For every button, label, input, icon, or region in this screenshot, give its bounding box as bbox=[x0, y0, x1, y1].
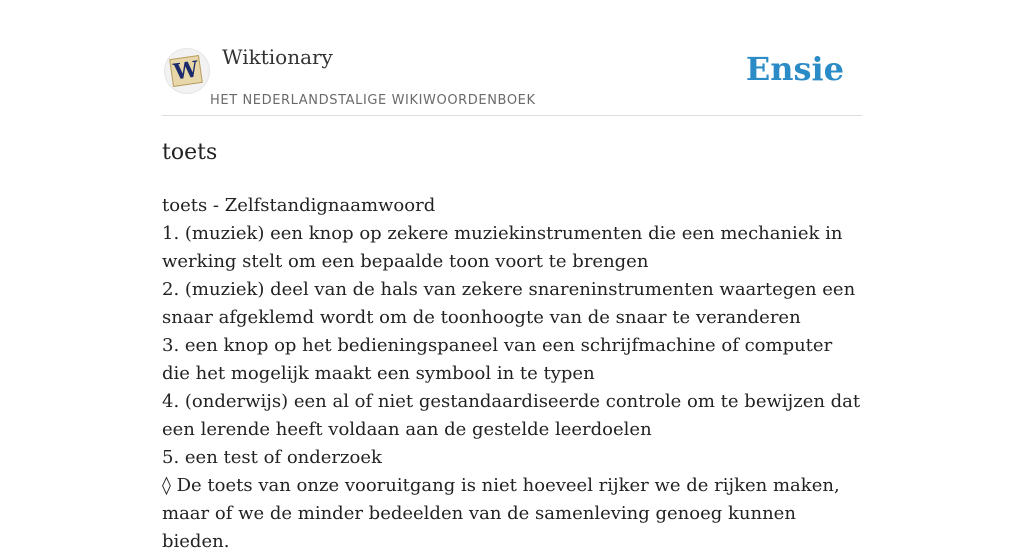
example-quote: ◊ De toets van onze vooruitgang is niet hoeveel rijker we de rijken maken, maar of we de minder bedeelden van de samenleving genoeg kunnen bieden. bbox=[162, 475, 840, 552]
logo-tile-icon bbox=[169, 55, 203, 87]
definition-item: 5. een test of onderzoek bbox=[162, 447, 382, 468]
part-of-speech: toets - Zelfstandignaamwoord bbox=[162, 195, 436, 216]
brand-logo[interactable]: Ensie bbox=[745, 50, 844, 88]
entry-content bbox=[162, 192, 862, 556]
definition-item: 1. (muziek) een knop op zekere muziekinstrumenten die een mechaniek in werking stelt om een bepaalde toon voort te brengen bbox=[162, 223, 843, 272]
definition-item: 2. (muziek) deel van de hals van zekere snareninstrumenten waartegen een snaar afgeklemd wordt om de toonhoogte van de snaar te veranderen bbox=[162, 279, 856, 328]
definition-item: 3. een knop op het bedieningspaneel van een schrijfmachine of computer die het mogelijk maakt een symbool in te typen bbox=[162, 335, 833, 384]
site-name[interactable]: Wiktionary bbox=[222, 45, 333, 69]
page-card bbox=[162, 0, 862, 552]
site-header bbox=[162, 0, 862, 116]
site-tagline: HET NEDERLANDSTALIGE WIKIWOORDENBOEK bbox=[210, 93, 536, 108]
logo-letter: W bbox=[171, 56, 201, 86]
definition-item: 4. (onderwijs) een al of niet gestandaardiseerde controle om te bewijzen dat een lerende heeft voldaan aan de gestelde leerdoelen bbox=[162, 391, 861, 440]
wiktionary-logo[interactable] bbox=[164, 48, 210, 94]
page-title: toets bbox=[162, 140, 218, 165]
